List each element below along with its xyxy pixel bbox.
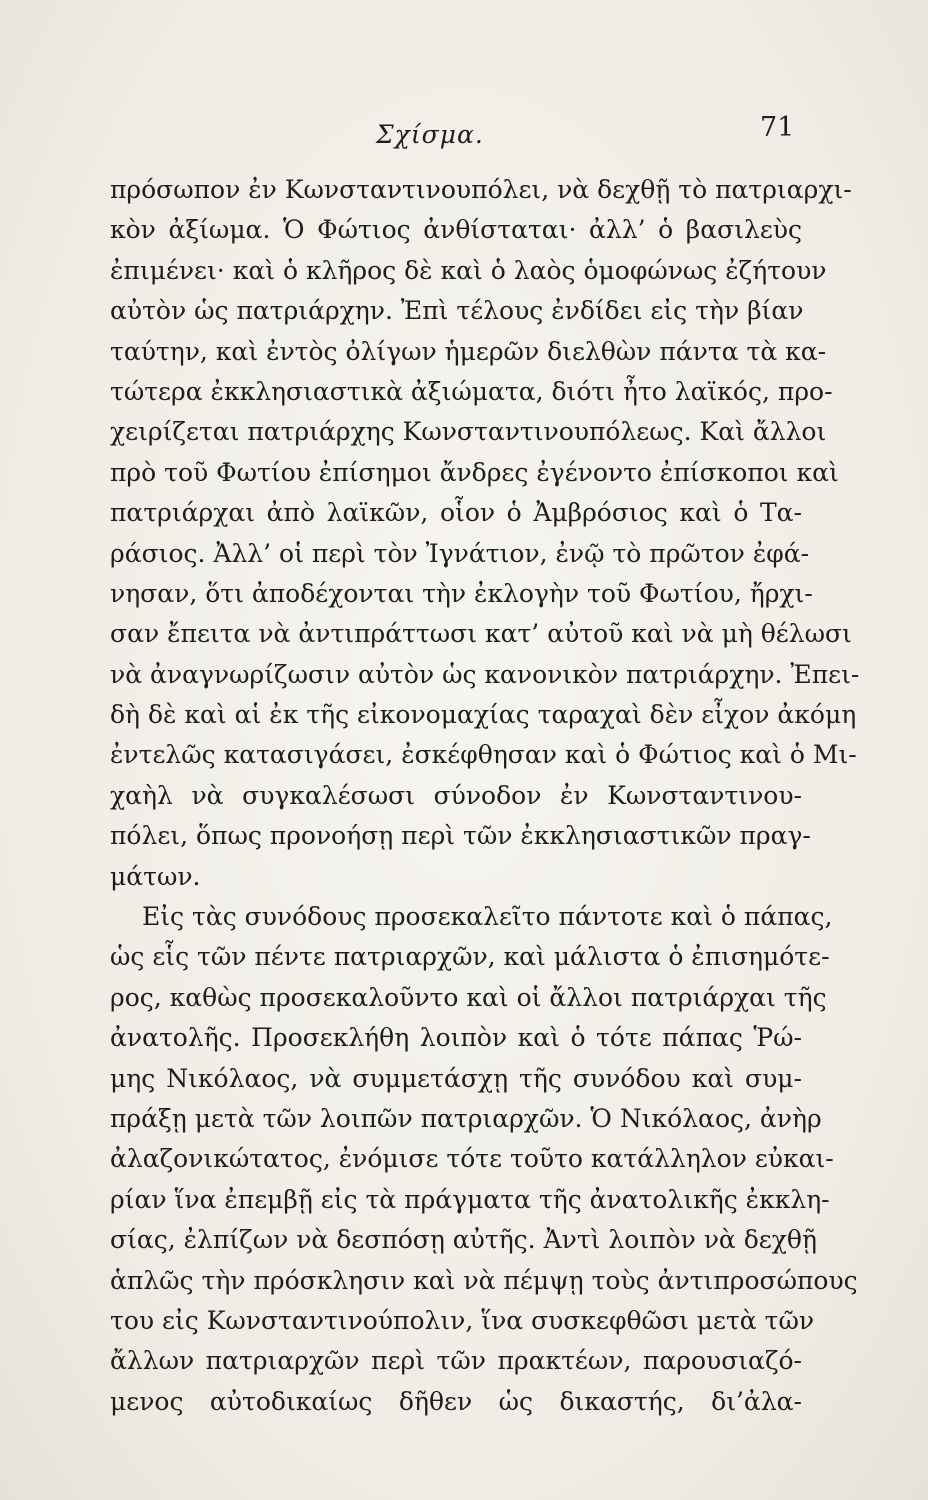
paragraph-first-line: Εἰς τὰς συνόδους προσεκαλεῖτο πάντοτε καὶ ὁ πάπας, xyxy=(142,902,833,932)
text-line: πατριάρχαι ἀπὸ λαϊκῶν, οἷον ὁ Ἀμβρόσιος καὶ ὁ Τα- xyxy=(110,498,802,528)
text-line: μενος αὐτοδικαίως δῆθεν ὡς δικαστής, δι’ἀλα- xyxy=(110,1386,802,1416)
text-line: ρίαν ἵνα ἐπεμβῇ εἰς τὰ πράγματα τῆς ἀνατολικῆς ἐκκλη- xyxy=(110,1184,830,1214)
running-title: Σχίσμα. xyxy=(376,120,484,149)
text-line: του εἰς Κωνσταντινούπολιν, ἵνα συσκεφθῶσι μετὰ τῶν xyxy=(110,1305,815,1335)
text-line: ὡς εἷς τῶν πέντε πατριαρχῶν, καὶ μάλιστα ὁ ἐπισημότε- xyxy=(110,942,830,972)
text-line: αὐτὸν ὡς πατριάρχην. Ἐπὶ τέλους ἐνδίδει εἰς τὴν βίαν xyxy=(110,296,804,326)
text-line: πράξῃ μετὰ τῶν λοιπῶν πατριαρχῶν. Ὁ Νικόλαος, ἀνὴρ xyxy=(110,1103,822,1133)
text-line: σαν ἔπειτα νὰ ἀντιπράττωσι κατ’ αὐτοῦ καὶ νὰ μὴ θέλωσι xyxy=(110,619,852,649)
text-line: νὰ ἀναγνωρίζωσιν αὐτὸν ὡς κανονικὸν πατριάρχην. Ἐπει- xyxy=(110,659,860,689)
text-line: πόλει, ὅπως προνοήσῃ περὶ τῶν ἐκκλησιαστικῶν πραγ- xyxy=(110,821,811,851)
text-line: πρὸ τοῦ Φωτίου ἐπίσημοι ἄνδρες ἐγένοντο ἐπίσκοποι καὶ xyxy=(110,457,839,487)
text-line: ράσιος. Ἀλλ’ οἱ περὶ τὸν Ἰγνάτιον, ἐνῷ τὸ πρῶτον ἐφά- xyxy=(110,538,810,568)
body-text xyxy=(110,170,860,1422)
text-line: δὴ δὲ καὶ αἱ ἐκ τῆς εἰκονομαχίας ταραχαὶ δὲν εἶχον ἀκόμη xyxy=(110,700,857,730)
text-line: ἄλλων πατριαρχῶν περὶ τῶν πρακτέων, παρουσιαζό- xyxy=(110,1346,802,1376)
text-line: πρόσωπον ἐν Κωνσταντινουπόλει, νὰ δεχθῇ τὸ πατριαρχι- xyxy=(110,175,852,204)
text-line: ἀλαζονικώτατος, ἐνόμισε τότε τοῦτο κατάλληλον εὐκαι- xyxy=(110,1144,834,1174)
page-header xyxy=(0,112,928,152)
text-line: μης Νικόλαος, νὰ συμμετάσχῃ τῆς συνόδου καὶ συμ- xyxy=(110,1063,802,1093)
text-line: ἐπιμένει· καὶ ὁ κλῆρος δὲ καὶ ὁ λαὸς ὁμοφώνως ἐζήτουν xyxy=(110,255,827,285)
text-line: μάτων. xyxy=(110,861,201,891)
text-line: τώτερα ἐκκλησιαστικὰ ἀξιώματα, διότι ἦτο λαϊκός, προ- xyxy=(110,376,833,406)
text-line: ταύτην, καὶ ἐντὸς ὀλίγων ἡμερῶν διελθὼν πάντα τὰ κα- xyxy=(110,336,827,366)
text-line: νησαν, ὅτι ἀποδέχονται τὴν ἐκλογὴν τοῦ Φωτίου, ἤρχι- xyxy=(110,578,813,608)
text-line: κὸν ἀξίωμα. Ὁ Φώτιος ἀνθίσταται· ἀλλ’ ὁ βασιλεὺς xyxy=(110,215,802,245)
text-line: ἁπλῶς τὴν πρόσκλησιν καὶ νὰ πέμψῃ τοὺς ἀντιπροσώπους xyxy=(110,1265,858,1295)
text-line: ἐντελῶς κατασιγάσει, ἐσκέφθησαν καὶ ὁ Φώτιος καὶ ὁ Μι- xyxy=(110,740,857,770)
text-line: χειρίζεται πατριάρχης Κωνσταντινουπόλεως. Καὶ ἄλλοι xyxy=(110,417,827,447)
text-line: ρος, καθὼς προσεκαλοῦντο καὶ οἱ ἄλλοι πατριάρχαι τῆς xyxy=(110,982,827,1012)
text-line: ἀνατολῆς. Προσεκλήθη λοιπὸν καὶ ὁ τότε πάπας Ῥώ- xyxy=(110,1023,802,1053)
text-line: σίας, ἐλπίζων νὰ δεσπόσῃ αὐτῆς. Ἀντὶ λοιπὸν νὰ δεχθῇ xyxy=(110,1225,817,1255)
page-number: 71 xyxy=(760,112,795,143)
text-line: χαὴλ νὰ συγκαλέσωσι σύνοδον ἐν Κωνσταντινου- xyxy=(110,780,802,810)
